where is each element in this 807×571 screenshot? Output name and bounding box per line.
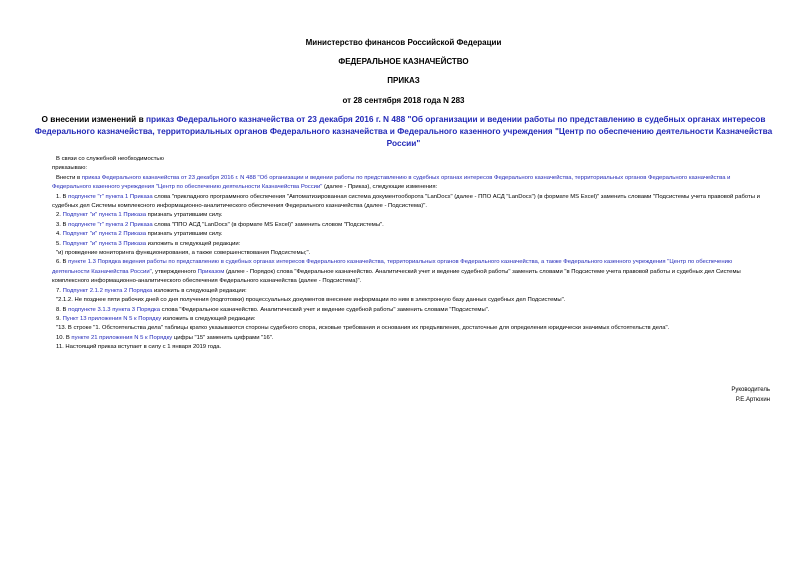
- paragraph-1: [52, 193, 770, 212]
- signature-block: [731, 385, 770, 405]
- paragraph-11: 11. Настоящий приказ вступает в силу с 1 января 2019 года.: [56, 344, 222, 351]
- p7-post: изложить в следующей редакции:: [152, 287, 247, 294]
- paragraph-7: [52, 287, 770, 296]
- p10-link[interactable]: пункте 21 приложения N 5 к Порядку: [71, 334, 173, 341]
- p8-link[interactable]: подпункте 3.1.3 пункта 3 Порядка: [68, 306, 161, 313]
- ministry-name: Министерство финансов Российской Федерации: [305, 38, 502, 47]
- p3-pre: 3. В: [56, 221, 69, 228]
- p5-post: изложить в следующей редакции:: [146, 240, 241, 247]
- p9-post: изложить в следующей редакции:: [161, 315, 256, 322]
- p9-pre: 9.: [56, 315, 63, 322]
- paragraph-7-quote: "2.1.2. Не позднее пяти рабочих дней со дня получения (подготовки) процессуальных документов внесение информации по ним в электронную базу данных судебных дел Подсистемы".: [56, 297, 566, 304]
- paragraph-5: [52, 240, 770, 249]
- paragraph-8: [52, 306, 770, 315]
- p9-link[interactable]: Пункт 13 приложения N 5 к Порядку: [62, 315, 162, 322]
- intro-order: приказываю:: [52, 165, 88, 172]
- p5-pre: 5.: [56, 240, 63, 247]
- p2-post: признать утратившим силу.: [146, 212, 223, 219]
- p4-post: признать утратившим силу.: [146, 231, 223, 238]
- p0-post: (далее - Приказ), следующие изменения:: [322, 184, 438, 191]
- p6-link-2[interactable]: Приказом: [197, 268, 225, 275]
- paragraph-3: [52, 221, 770, 230]
- p3-link[interactable]: подпункте "г" пункта 2 Приказа: [68, 221, 153, 228]
- paragraph-5-quote: "и) проведение мониторинга функционирования, а также совершенствования Подсистемы;".: [56, 250, 311, 257]
- document-title: [30, 113, 777, 149]
- p1-post: слова "прикладного программного обеспечения "Автоматизированная система документооборота "LanDocs" (далее - ППО АСД "LanDocs") (в формате MS Excel)" заменить словами "Подсистемы учета правовой работы и судебных дел Системы комплексного информационно-аналитического обеспечения Федерального казначейства (далее - Подсистема)".: [52, 193, 760, 210]
- p8-post: слова "Федеральное казначейство. Аналитический учет и ведение судебной работы" заменить словами "Подсистемы".: [160, 306, 490, 313]
- paragraph-2: [52, 211, 770, 220]
- document-body: [52, 155, 770, 353]
- title-link[interactable]: приказ Федерального казначейства от 23 декабря 2016 г. N 488 "Об организации и ведении работы по представлению в судебных органах интересов Федерального казначейства, территориальных органов Федерального казначейства и Федерального казенного учреждения "Центр по обеспечению деятельности Казначейства России": [34, 114, 773, 148]
- paragraph-9: [52, 315, 770, 324]
- document-type: ПРИКАЗ: [387, 76, 420, 85]
- p4-pre: 4.: [56, 231, 63, 238]
- p6-post: (далее - Порядок) слова "Федеральное казначейство. Аналитический учет и ведение судебной работы" заменить словами "в Подсистеме учета правовой работы и судебных дел Системы комплексного информационно-аналитического обеспечения Федерального казначейства (далее - Подсистема)".: [52, 268, 741, 285]
- document-date-number: от 28 сентября 2018 года N 283: [342, 96, 465, 105]
- p2-pre: 2.: [56, 212, 63, 219]
- signatory-name: Р.Е.Артюхин: [735, 397, 770, 403]
- paragraph-6: [52, 258, 770, 286]
- p0-link[interactable]: приказ Федерального казначейства от 23 декабря 2016 г. N 488 "Об организации и ведении работы по представлению в судебных органах интересов Федерального казначейства, территориальных органов Федерального казначейства и Федерального казенного учреждения "Центр по обеспечению деятельности Казначейства России": [52, 174, 731, 191]
- p1-link[interactable]: подпункте "г" пункта 1 Приказа: [68, 193, 153, 200]
- signatory-role: Руководитель: [731, 387, 770, 393]
- p3-post: слова "ППО АСД "LanDocs" (в формате MS Excel)" заменить словом "Подсистемы".: [152, 221, 384, 228]
- paragraph-4: [52, 230, 770, 239]
- p0-pre: Внести в: [56, 174, 82, 181]
- p7-pre: 7.: [56, 287, 63, 294]
- paragraph-0: [52, 174, 770, 193]
- p10-post: цифры "15" заменить цифрами "16".: [172, 334, 274, 341]
- p6-link-1[interactable]: пункте 1.3 Порядка ведения работы по представлению в судебных органах интересов Федерального казначейства, территориальных органов Федерального казначейства, а также Федерального казенного учреждения "Центр по обеспечению деятельности Казначейства России": [52, 259, 733, 275]
- p4-link[interactable]: Подпункт "и" пункта 2 Приказа: [62, 231, 147, 238]
- paragraph-10: [52, 334, 770, 343]
- p10-pre: 10. В: [56, 334, 72, 341]
- p6-mid: , утвержденного: [151, 268, 198, 275]
- title-prefix: О внесении изменений в: [41, 114, 146, 124]
- p5-link[interactable]: Подпункт "и" пункта 3 Приказа: [62, 240, 147, 247]
- p8-pre: 8. В: [56, 306, 69, 313]
- p2-link[interactable]: Подпункт "и" пункта 1 Приказа: [62, 212, 147, 219]
- agency-name: ФЕДЕРАЛЬНОЕ КАЗНАЧЕЙСТВО: [338, 57, 469, 66]
- paragraph-9-quote: "13. В строке "1. Обстоятельства дела" таблицы кратко указываются стороны судебного спора, исковые требования и основания их предъявления, достаточные для определения юридически значимых обстоятельств дела".: [56, 325, 670, 332]
- p6-pre: 6. В: [56, 259, 69, 266]
- p1-pre: 1. В: [56, 193, 69, 200]
- p7-link[interactable]: Подпункт 2.1.2 пункта 2 Порядка: [62, 287, 153, 294]
- intro-text: В связи со служебной необходимостью: [56, 156, 164, 162]
